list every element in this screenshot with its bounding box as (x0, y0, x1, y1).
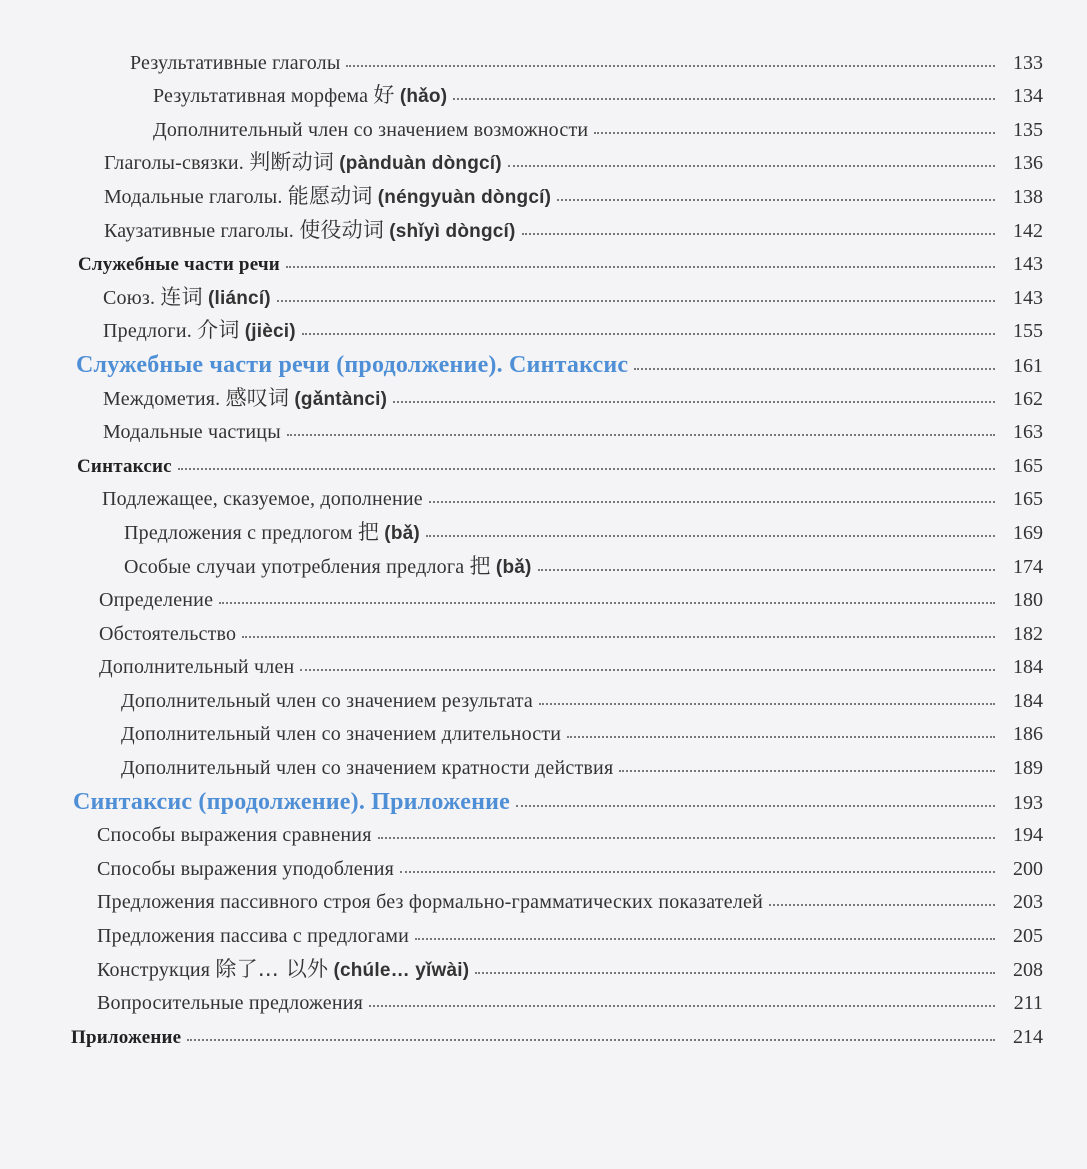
toc-entry-pinyin: (gǎntànci) (294, 388, 388, 410)
dot-leader (302, 333, 995, 335)
toc-entry-title (77, 457, 172, 476)
toc-entry-body (153, 85, 1043, 112)
toc-entry-body (99, 624, 1043, 650)
toc-entry[interactable] (0, 381, 1087, 415)
dot-leader (219, 602, 995, 604)
toc-entry-label: Способы выражения уподобления (97, 857, 395, 880)
toc-page-number: 143 (1013, 253, 1043, 276)
toc-entry[interactable] (0, 112, 1087, 146)
toc-entry-label: Дополнительный член (99, 656, 295, 679)
toc-entry-label: Способы выражения сравнения (97, 824, 372, 847)
toc-entry-body (103, 385, 1043, 415)
dot-leader (522, 233, 995, 235)
toc-entry-body (99, 657, 1043, 683)
dot-leader (508, 165, 995, 167)
toc-entry-label: Глаголы-связки. (104, 152, 250, 175)
dot-leader (453, 98, 995, 100)
dot-leader (567, 736, 995, 738)
dot-leader (300, 669, 995, 671)
toc-entry-title (99, 624, 236, 644)
toc-entry-label: Предложения с предлогом (124, 521, 358, 544)
toc-entry-body (97, 926, 1043, 952)
toc-page-number: 193 (1013, 791, 1043, 814)
toc-entry-chinese: 介词 (197, 318, 240, 343)
toc-entry-label: Синтаксис (продолжение). Приложение (73, 788, 510, 815)
toc-entry-pinyin: (bǎ) (384, 522, 420, 544)
toc-entry-body (103, 422, 1043, 448)
toc-entry[interactable] (0, 583, 1087, 617)
toc-entry[interactable] (0, 146, 1087, 180)
toc-entry-label: Подлежащее, сказуемое, дополнение (102, 488, 423, 511)
dot-leader (393, 401, 995, 403)
toc-entry-label: Результативные глаголы (130, 51, 341, 74)
toc-entry-body (121, 758, 1043, 784)
toc-entry-body (71, 1027, 1043, 1053)
toc-entry-chinese: 好 (373, 83, 395, 108)
toc-entry-chinese: 把 (357, 519, 380, 544)
toc-entry-title (121, 691, 533, 711)
dot-leader (400, 871, 995, 873)
toc-entry-pinyin: (bǎ) (495, 556, 532, 578)
toc-entry-body (99, 590, 1043, 616)
toc-entry-label: Дополнительный член со значением длительности (121, 723, 562, 746)
toc-entry-body (73, 790, 1043, 818)
toc-entry-body (97, 859, 1043, 885)
toc-entry-body (102, 489, 1043, 515)
toc-entry-body (124, 519, 1043, 549)
toc-entry-label: Вопросительные предложения (97, 992, 364, 1015)
toc-entry-title (78, 255, 280, 274)
toc-entry-chinese: 使役动词 (299, 217, 385, 242)
toc-entry-title (97, 926, 409, 946)
toc-entry-body (121, 724, 1043, 750)
dot-leader (429, 501, 995, 503)
toc-entry-label: Служебные части речи (78, 254, 280, 276)
toc-page-number: 163 (1013, 421, 1043, 444)
toc-section-heading[interactable] (0, 247, 1087, 281)
toc-entry[interactable] (0, 885, 1087, 919)
toc-entry-label: Предложения пассивного строя без формально-грамматических показателей (97, 891, 763, 914)
toc-entry-title (124, 553, 532, 578)
toc-entry-title (103, 422, 281, 442)
toc-section-heading[interactable] (0, 448, 1087, 482)
toc-entry-title (97, 859, 394, 879)
toc-entry[interactable] (0, 415, 1087, 449)
toc-entry-label: Междометия. (103, 387, 226, 410)
dot-leader (557, 199, 995, 201)
toc-entry-chinese: 判断动词 (249, 150, 335, 175)
toc-entry-body (104, 217, 1043, 247)
toc-entry-body (103, 320, 1043, 347)
dot-leader (415, 938, 995, 940)
toc-page-number: 208 (1013, 958, 1043, 981)
dot-leader (426, 535, 995, 537)
toc-entry-body (104, 152, 1043, 179)
toc-page-number: 184 (1013, 656, 1043, 679)
toc-entry-label: Союз. (103, 286, 161, 309)
toc-entry-body (76, 353, 1043, 381)
toc-page-number: 136 (1013, 152, 1043, 175)
toc-entry-title (97, 892, 763, 912)
toc-entry-title (104, 183, 552, 208)
toc-chapter-heading[interactable] (0, 784, 1087, 818)
toc-entry[interactable] (0, 616, 1087, 650)
toc-entry[interactable] (0, 750, 1087, 784)
toc-entry-chinese: 连词 (160, 284, 203, 309)
dot-leader (539, 703, 995, 705)
toc-page-number: 203 (1013, 891, 1043, 914)
toc-page-number: 135 (1013, 118, 1043, 141)
dot-leader (369, 1005, 995, 1007)
toc-entry[interactable] (0, 482, 1087, 516)
toc-entry-title (71, 1028, 181, 1047)
toc-entry-chinese: 感叹词 (225, 385, 290, 410)
toc-entry-label: Каузативные глаголы. (104, 219, 300, 242)
toc-entry-body (97, 993, 1043, 1019)
dot-leader (769, 904, 995, 906)
toc-entry-label: Особые случаи употребления предлога (124, 555, 470, 578)
toc-entry-body (97, 825, 1043, 851)
toc-page-number: 165 (1013, 488, 1043, 511)
toc-page-number: 184 (1013, 689, 1043, 712)
toc-page-number: 134 (1013, 85, 1043, 108)
toc-entry-chinese: 除了… 以外 (215, 956, 329, 981)
toc-entry-body (124, 553, 1043, 583)
toc-entry-chinese: 能愿动词 (287, 183, 373, 208)
toc-page-number: 189 (1013, 757, 1043, 780)
toc-page-number: 142 (1013, 219, 1043, 242)
toc-page-number: 162 (1013, 387, 1043, 410)
toc-entry[interactable] (0, 818, 1087, 852)
toc-page-number: 211 (1013, 992, 1043, 1015)
toc-entry-title (104, 217, 516, 242)
toc-entry-pinyin: (hǎo) (399, 86, 448, 108)
toc-entry-label: Модальные глаголы. (104, 185, 288, 208)
toc-page-number: 186 (1013, 723, 1043, 746)
dot-leader (277, 300, 995, 302)
toc-entry-title (103, 320, 296, 341)
toc-entry-label: Приложение (71, 1026, 182, 1048)
toc-page-number: 169 (1013, 521, 1043, 544)
toc-page-number: 143 (1013, 286, 1043, 309)
toc-page-number: 138 (1013, 185, 1043, 208)
toc-page-number: 165 (1013, 454, 1043, 477)
toc-entry-title (153, 85, 447, 106)
dot-leader (178, 468, 995, 470)
toc-entry-label: Служебные части речи (продолжение). Синтаксис (76, 351, 629, 378)
toc-entry[interactable] (0, 515, 1087, 549)
toc-entry[interactable] (0, 683, 1087, 717)
toc-entry-title (104, 152, 502, 173)
toc-entry[interactable] (0, 650, 1087, 684)
table-of-contents (0, 45, 1087, 1053)
toc-entry-body (130, 53, 1043, 79)
toc-page-number: 155 (1013, 320, 1043, 343)
dot-leader (475, 972, 995, 974)
toc-entry-title (76, 353, 628, 377)
toc-entry-title (130, 53, 340, 73)
toc-entry[interactable] (0, 549, 1087, 583)
toc-entry-body (97, 892, 1043, 918)
toc-entry[interactable] (0, 851, 1087, 885)
toc-entry[interactable] (0, 986, 1087, 1020)
toc-entry-title (124, 519, 420, 544)
toc-entry-pinyin: (shǐyì dòngcí) (389, 220, 516, 242)
dot-leader (619, 770, 995, 772)
toc-entry-body (153, 120, 1043, 146)
toc-entry-body (77, 456, 1043, 482)
toc-entry[interactable] (0, 952, 1087, 986)
toc-entry-label: Модальные частицы (103, 421, 281, 444)
toc-entry-label: Обстоятельство (99, 622, 237, 645)
toc-page-number: 182 (1013, 622, 1043, 645)
toc-entry-title (97, 956, 470, 981)
toc-entry-body (121, 691, 1043, 717)
toc-page-number: 194 (1013, 824, 1043, 847)
toc-entry-title (99, 657, 294, 677)
toc-entry-label: Дополнительный член со значением возможности (153, 118, 589, 141)
toc-entry-title (99, 590, 213, 610)
toc-page-number: 200 (1013, 857, 1043, 880)
toc-page-number: 133 (1013, 51, 1043, 74)
toc-entry-body (104, 183, 1043, 213)
toc-entry[interactable] (0, 717, 1087, 751)
toc-chapter-heading[interactable] (0, 347, 1087, 381)
dot-leader (287, 434, 995, 436)
toc-page-number: 180 (1013, 589, 1043, 612)
toc-entry[interactable] (0, 280, 1087, 314)
toc-entry-label: Дополнительный член со значением кратности действия (121, 757, 614, 780)
toc-entry-body (78, 254, 1043, 280)
toc-entry-pinyin: (jièci) (244, 321, 296, 343)
toc-entry-title (121, 724, 561, 744)
toc-entry-pinyin: (chúle… yǐwài) (333, 959, 470, 981)
toc-entry-pinyin: (pànduàn dòngcí) (339, 153, 502, 175)
toc-entry-label: Предложения пассива с предлогами (97, 925, 410, 948)
dot-leader (286, 266, 995, 268)
toc-entry[interactable] (0, 79, 1087, 113)
dot-leader (242, 636, 995, 638)
toc-entry-pinyin: (néngyuàn dòngcí) (377, 186, 552, 208)
toc-entry-title (73, 790, 510, 814)
toc-page-number: 174 (1013, 555, 1043, 578)
toc-entry-chinese: 把 (469, 553, 491, 578)
toc-entry[interactable] (0, 314, 1087, 348)
dot-leader (634, 368, 995, 370)
toc-entry-title (103, 385, 388, 410)
toc-entry-title (153, 120, 588, 140)
toc-entry-label: Определение (99, 589, 214, 612)
toc-page-number: 214 (1013, 1025, 1043, 1048)
toc-entry-title (97, 993, 363, 1013)
toc-entry-title (97, 825, 372, 845)
dot-leader (516, 805, 995, 807)
dot-leader (187, 1039, 995, 1041)
toc-entry-label: Дополнительный член со значением результата (121, 689, 533, 712)
dot-leader (538, 569, 995, 571)
toc-entry-title (121, 758, 613, 778)
toc-page-number: 205 (1013, 925, 1043, 948)
toc-entry[interactable] (0, 179, 1087, 213)
toc-entry-label: Конструкция (97, 958, 216, 981)
dot-leader (346, 65, 995, 67)
toc-entry-label: Предлоги. (103, 320, 198, 343)
toc-entry[interactable] (0, 918, 1087, 952)
dot-leader (378, 837, 995, 839)
toc-entry-title (103, 284, 271, 309)
toc-page-number: 161 (1013, 354, 1043, 377)
toc-entry-body (103, 284, 1043, 314)
toc-entry-title (102, 489, 423, 509)
dot-leader (594, 132, 995, 134)
toc-entry-body (97, 956, 1043, 986)
toc-entry-label: Результативная морфема (153, 85, 374, 108)
toc-entry[interactable] (0, 213, 1087, 247)
toc-section-heading[interactable] (0, 1019, 1087, 1053)
toc-entry-pinyin: (liáncí) (208, 287, 271, 309)
toc-entry[interactable] (0, 45, 1087, 79)
toc-entry-label: Синтаксис (77, 455, 172, 477)
